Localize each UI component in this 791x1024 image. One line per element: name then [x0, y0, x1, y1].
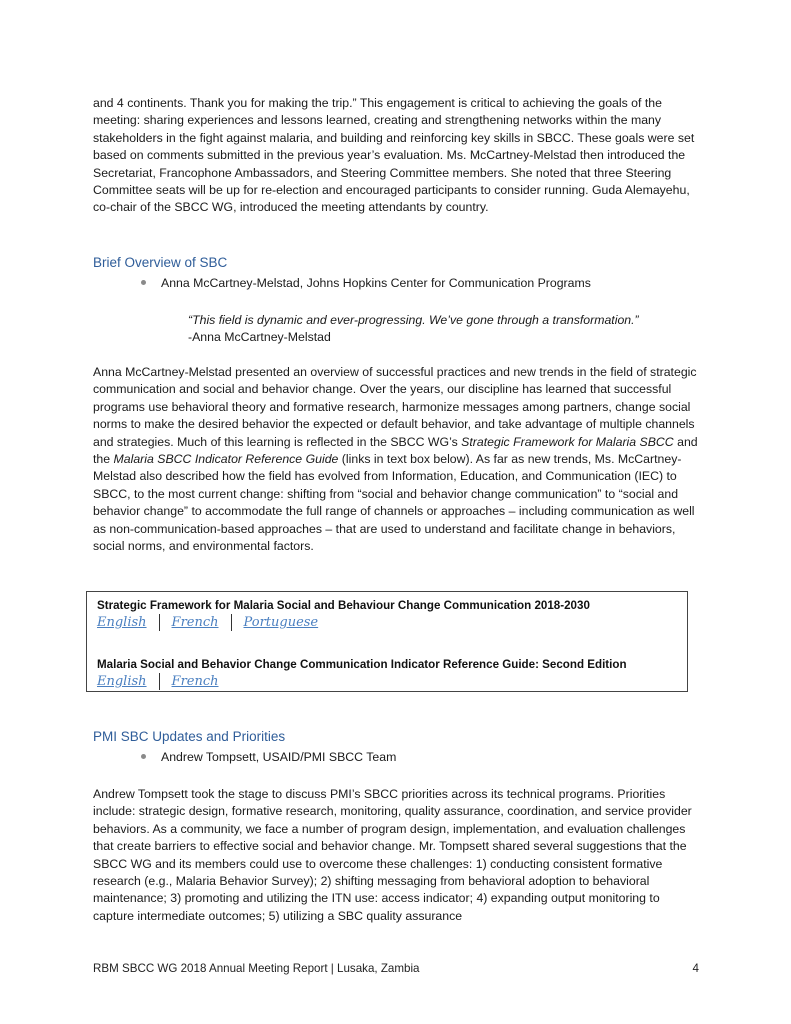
divider [231, 614, 232, 631]
bullet-icon [141, 280, 146, 285]
body-text: Anna McCartney-Melstad presented an overview of successful practices and new trends in the field of strategic communication and social and behavior change. Over the years, our discipline has learned that successful programs use behavioral theory and formative research, harmonize messages among partners, change social norms to make the desired behavior the expected or default behavior, and take advantage of multiple channels and strategies. Much of this learning is reflected in the SBCC WG’s [93, 365, 697, 449]
speaker-bullet [141, 275, 591, 292]
page-number: 4 [692, 962, 699, 975]
framework-english-link[interactable]: English [97, 615, 147, 630]
framework-links [97, 614, 318, 631]
framework-portuguese-link[interactable]: Portuguese [243, 615, 319, 630]
framework-title: Strategic Framework for Malaria SBCC [461, 434, 674, 449]
guide-english-link[interactable]: English [97, 674, 147, 689]
speaker-name: Andrew Tompsett, USAID/PMI SBCC Team [161, 750, 397, 764]
guide-links [97, 673, 219, 690]
bullet-icon [141, 754, 146, 759]
intro-paragraph: and 4 continents. Thank you for making the trip.” This engagement is critical to achieving the goals of the meeting: sharing experiences and lessons learned, creating and strengthening networks within the many stakeholders in the fight against malaria, and building and reinforcing key skills in SBCC. These goals were set based on comments submitted in the previous year’s evaluation. Ms. McCartney-Melstad then introduced the Secretariat, Francophone Ambassadors, and Steering Committee members. She noted that three Steering Committee seats will be up for re-election and encouraged participants to consider running. Guda Alemayehu, co-chair of the SBCC WG, introduced the meeting attendants by country. [93, 96, 695, 215]
pull-quote [188, 312, 639, 347]
speaker-bullet [141, 749, 396, 766]
speaker-name: Anna McCartney-Melstad, Johns Hopkins Center for Communication Programs [161, 276, 591, 290]
guide-title: Malaria SBCC Indicator Reference Guide [113, 452, 339, 467]
framework-french-link[interactable]: French [171, 615, 219, 630]
body-text: and the [93, 434, 698, 467]
divider [159, 614, 160, 631]
section-heading-sbc-overview: Brief Overview of SBC [93, 255, 228, 270]
page-footer [93, 962, 699, 975]
guide-resource-title: Malaria Social and Behavior Change Communication Indicator Reference Guide: Second Edition [97, 658, 627, 671]
guide-french-link[interactable]: French [171, 674, 219, 689]
section-heading-pmi-updates: PMI SBC Updates and Priorities [93, 729, 286, 744]
pmi-updates-paragraph: Andrew Tompsett took the stage to discuss PMI’s SBCC priorities across its technical programs. Priorities include: strategic design, formative research, monitoring, quality assurance, coordination, and service provider behaviors. As a community, we face a number of program design, implementation, and evaluation challenges that create barriers to effective social and behavior change. Mr. Tompsett shared several suggestions that the SBCC WG and its members could use to overcome these challenges: 1) conducting consistent formative research (e.g., Malaria Behavior Survey); 2) shifting messaging from behavioral adoption to behavioral maintenance; 3) promoting and utilizing the ITN use: access indicator; 4) expanding output monitoring to capture intermediate outcomes; 5) utilizing a SBC quality assurance [93, 787, 692, 923]
framework-resource-title: Strategic Framework for Malaria Social and Behaviour Change Communication 2018-2030 [97, 599, 590, 612]
divider [159, 673, 160, 690]
resource-links-box [86, 591, 688, 692]
body-text: (links in text box below). As far as new trends, Ms. McCartney-Melstad also described how the field has evolved from Information, Education, and Communication (IEC) to SBCC, to the most current change: shifting from “social and behavior change communication” to “social and behavior change” to accommodate the full range of channels or approaches – including communication as well as non-communication-based approaches – that are used to understand and facilitate change in behaviors, social norms, and environmental factors. [93, 452, 695, 554]
footer-text: RBM SBCC WG 2018 Annual Meeting Report | Lusaka, Zambia [93, 962, 420, 975]
quote-attribution: -Anna McCartney-Melstad [188, 330, 331, 345]
sbc-overview-paragraph [93, 364, 703, 555]
quote-text: “This field is dynamic and ever-progressing. We’ve gone through a transformation.” [188, 313, 639, 327]
